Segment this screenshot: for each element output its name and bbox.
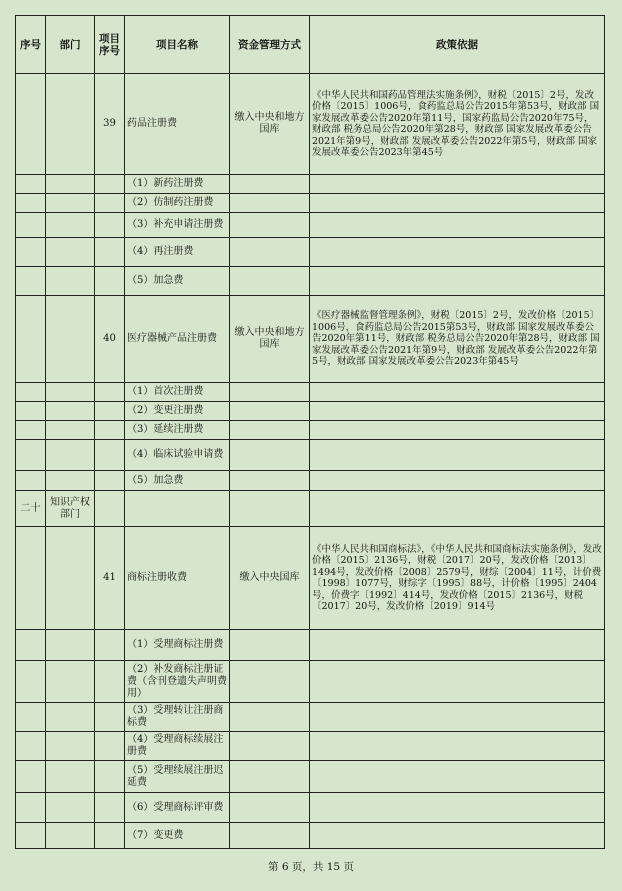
header-dept: 部门: [46, 16, 95, 74]
row-item-seq: [95, 175, 125, 194]
row-seq: [16, 238, 46, 267]
row-dept: [46, 421, 95, 440]
table-row: [16, 421, 605, 440]
row-fund-mgmt: [230, 194, 310, 213]
table-row: [16, 213, 605, 238]
row-item-seq: [95, 732, 125, 761]
row-item-seq: [95, 823, 125, 849]
row-policy: [310, 402, 605, 421]
row-fund-mgmt: [230, 402, 310, 421]
row-item-name: （2）仿制药注册费: [125, 194, 230, 213]
row-fund-mgmt: [230, 703, 310, 732]
row-seq: [16, 732, 46, 761]
row-dept: [46, 74, 95, 175]
row-dept: [46, 175, 95, 194]
row-fund-mgmt: [230, 238, 310, 267]
row-item-seq: [95, 402, 125, 421]
header-item-name: 项目名称: [125, 16, 230, 74]
row-item-seq: [95, 793, 125, 823]
row-item-name: （4）再注册费: [125, 238, 230, 267]
row-dept: [46, 761, 95, 793]
row-item-seq: 41: [95, 527, 125, 630]
row-dept: [46, 527, 95, 630]
row-item-name: （4）临床试验申请费: [125, 440, 230, 471]
row-policy: [310, 491, 605, 527]
row-seq: [16, 296, 46, 383]
row-item-seq: [95, 440, 125, 471]
table-row: [16, 471, 605, 491]
row-policy: [310, 703, 605, 732]
row-policy: [310, 630, 605, 661]
row-item-seq: [95, 213, 125, 238]
header-row: [16, 16, 605, 74]
row-item-name: [125, 491, 230, 527]
header-policy: 政策依据: [310, 16, 605, 74]
row-item-name: （1）受理商标注册费: [125, 630, 230, 661]
row-dept: [46, 630, 95, 661]
row-fund-mgmt: [230, 267, 310, 296]
fee-table: [15, 15, 605, 849]
table-row: [16, 74, 605, 175]
row-item-name: （5）加急费: [125, 471, 230, 491]
row-fund-mgmt: [230, 213, 310, 238]
row-policy: [310, 175, 605, 194]
row-fund-mgmt: [230, 471, 310, 491]
row-fund-mgmt: [230, 793, 310, 823]
row-seq: [16, 267, 46, 296]
row-dept: [46, 732, 95, 761]
table-row: [16, 491, 605, 527]
row-item-seq: [95, 661, 125, 703]
header-seq: 序号: [16, 16, 46, 74]
row-dept: [46, 267, 95, 296]
row-dept: [46, 296, 95, 383]
row-item-seq: [95, 761, 125, 793]
row-item-name: （2）变更注册费: [125, 402, 230, 421]
row-policy: 《医疗器械监督管理条例》，财税〔2015〕2号，发改价格〔2015〕1006号，食药监总局公告2015第53号，财政部 国家发展改革委公告2020年第11号，财政部 税务总局公告2020年第28号，财政部 国家发展改革委公告2021年第9号，财政部 发展改革委公告2022年第5号，财政部 国家发展改革委公告2023年第45号: [310, 296, 605, 383]
table-row: [16, 402, 605, 421]
table-row: [16, 761, 605, 793]
row-item-name: （4）受理商标续展注册费: [125, 732, 230, 761]
table-row: [16, 661, 605, 703]
row-seq: [16, 823, 46, 849]
row-seq: [16, 661, 46, 703]
row-seq: [16, 471, 46, 491]
table-row: [16, 383, 605, 402]
row-seq: [16, 440, 46, 471]
row-dept: [46, 402, 95, 421]
row-fund-mgmt: [230, 440, 310, 471]
row-fund-mgmt: [230, 383, 310, 402]
row-seq: [16, 175, 46, 194]
row-policy: [310, 732, 605, 761]
row-policy: [310, 213, 605, 238]
row-policy: [310, 194, 605, 213]
row-dept: [46, 823, 95, 849]
row-seq: [16, 194, 46, 213]
row-seq: [16, 421, 46, 440]
row-item-name: （7）变更费: [125, 823, 230, 849]
row-item-seq: [95, 238, 125, 267]
page-footer: 第 6 页，共 15 页: [268, 861, 354, 873]
header-fund-mgmt: 资金管理方式: [230, 16, 310, 74]
row-policy: 《中华人民共和国药品管理法实施条例》，财税〔2015〕2号，发改价格〔2015〕1006号，食药监总局公告2015年第53号，财政部 国家发展改革委公告2020年第11号，国家药监局公告2020年75号，财政部 税务总局公告2020年第28号，财政部 国家发展改革委公告2021年第9号，财政部 发展改革委公告2022年第5号，财政部 国家发展改革委公告2023年第45号: [310, 74, 605, 175]
row-item-name: （2）补发商标注册证费（含刊登遗失声明费用）: [125, 661, 230, 703]
row-item-seq: 39: [95, 74, 125, 175]
row-item-name: （5）加急费: [125, 267, 230, 296]
row-dept: [46, 194, 95, 213]
row-fund-mgmt: [230, 761, 310, 793]
row-dept: [46, 661, 95, 703]
row-fund-mgmt: 缴入中央国库: [230, 527, 310, 630]
row-policy: [310, 793, 605, 823]
row-item-seq: [95, 267, 125, 296]
row-policy: [310, 823, 605, 849]
row-seq: [16, 527, 46, 630]
row-fund-mgmt: [230, 630, 310, 661]
row-seq: [16, 383, 46, 402]
row-item-name: （3）延续注册费: [125, 421, 230, 440]
row-dept: [46, 703, 95, 732]
row-fund-mgmt: [230, 661, 310, 703]
table-row: [16, 194, 605, 213]
table-row: [16, 175, 605, 194]
row-item-seq: [95, 194, 125, 213]
row-seq: [16, 74, 46, 175]
row-seq: [16, 793, 46, 823]
table-row: [16, 703, 605, 732]
row-item-name: 医疗器械产品注册费: [125, 296, 230, 383]
row-seq: 二十: [16, 491, 46, 527]
row-dept: 知识产权部门: [46, 491, 95, 527]
row-dept: [46, 440, 95, 471]
row-item-name: （6）受理商标评审费: [125, 793, 230, 823]
row-dept: [46, 471, 95, 491]
row-policy: 《中华人民共和国商标法》，《中华人民共和国商标法实施条例》，发改价格〔2015〕2136号，财税〔2017〕20号，发改价格〔2013〕1494号，发改价格〔2008〕2579号，财综〔2004〕11号，计价费〔1998〕1077号，财综字〔1995〕88号，计价格〔1995〕2404号，价费字〔1992〕414号，发改价格〔2015〕2136号，财税〔2017〕20号，发改价格〔2019〕914号: [310, 527, 605, 630]
table-row: [16, 527, 605, 630]
row-item-name: （1）新药注册费: [125, 175, 230, 194]
row-seq: [16, 213, 46, 238]
row-item-name: 商标注册收费: [125, 527, 230, 630]
row-dept: [46, 383, 95, 402]
row-policy: [310, 238, 605, 267]
row-item-name: （1）首次注册费: [125, 383, 230, 402]
row-seq: [16, 402, 46, 421]
row-seq: [16, 703, 46, 732]
table-row: [16, 440, 605, 471]
row-item-seq: [95, 491, 125, 527]
header-item-seq: 项目序号: [95, 16, 125, 74]
row-item-seq: [95, 471, 125, 491]
table-row: [16, 630, 605, 661]
row-item-name: （3）受理转让注册商标费: [125, 703, 230, 732]
row-policy: [310, 383, 605, 402]
row-policy: [310, 440, 605, 471]
row-item-seq: 40: [95, 296, 125, 383]
row-item-name: 药品注册费: [125, 74, 230, 175]
row-policy: [310, 421, 605, 440]
row-fund-mgmt: 缴入中央和地方国库: [230, 74, 310, 175]
row-item-seq: [95, 383, 125, 402]
row-fund-mgmt: [230, 421, 310, 440]
row-seq: [16, 761, 46, 793]
row-item-seq: [95, 630, 125, 661]
row-policy: [310, 267, 605, 296]
table-row: [16, 732, 605, 761]
table-row: [16, 793, 605, 823]
row-item-seq: [95, 421, 125, 440]
table-row: [16, 823, 605, 849]
row-item-name: （3）补充申请注册费: [125, 213, 230, 238]
row-policy: [310, 761, 605, 793]
row-dept: [46, 238, 95, 267]
row-dept: [46, 213, 95, 238]
table-row: [16, 267, 605, 296]
row-item-name: （5）受理续展注册迟延费: [125, 761, 230, 793]
row-fund-mgmt: [230, 823, 310, 849]
table-row: [16, 296, 605, 383]
row-policy: [310, 661, 605, 703]
table-row: [16, 238, 605, 267]
row-fund-mgmt: [230, 491, 310, 527]
row-fund-mgmt: 缴入中央和地方国库: [230, 296, 310, 383]
row-dept: [46, 793, 95, 823]
row-fund-mgmt: [230, 732, 310, 761]
row-seq: [16, 630, 46, 661]
row-fund-mgmt: [230, 175, 310, 194]
row-policy: [310, 471, 605, 491]
row-item-seq: [95, 703, 125, 732]
